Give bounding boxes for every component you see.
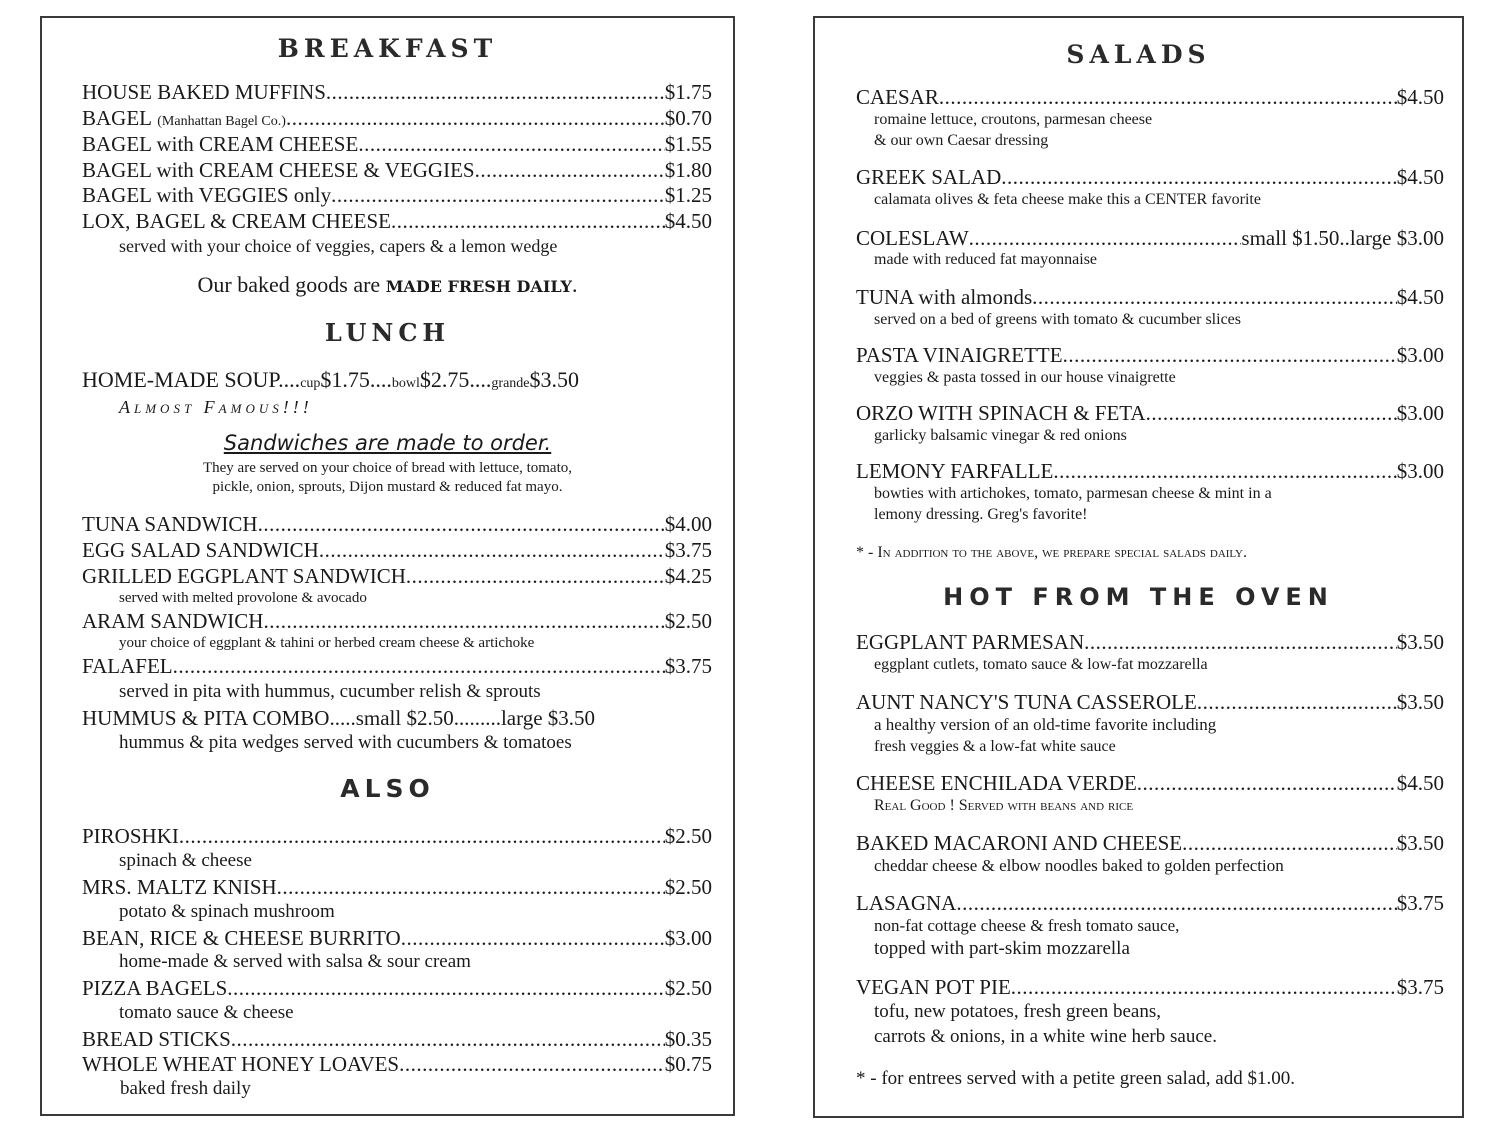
menu-item-caesar xyxy=(856,85,1444,109)
soup-grande-label: grande xyxy=(491,376,530,391)
leader-dots xyxy=(1053,459,1396,483)
item-price: $4.00 xyxy=(664,512,712,536)
leader-dots xyxy=(231,1027,665,1051)
item-price: $3.75 xyxy=(1396,891,1444,915)
item-name: BEAN, RICE & CHEESE BURRITO xyxy=(82,926,401,950)
item-name: EGG SALAD SANDWICH xyxy=(82,538,319,562)
item-name: EGGPLANT PARMESAN xyxy=(856,630,1085,654)
item-price: $3.75 xyxy=(1396,975,1444,999)
item-name: GREEK SALAD xyxy=(856,165,1002,189)
tuna-almonds-description: served on a bed of greens with tomato & cucumber slices xyxy=(874,311,1241,328)
leader-dots xyxy=(1032,285,1397,309)
item-price: $3.50 xyxy=(1396,690,1444,714)
breakfast-heading: BREAKFAST xyxy=(277,34,498,63)
leader-dots xyxy=(1063,343,1397,367)
enchilada-description: Real Good ! Served with beans and rice xyxy=(874,797,1134,814)
item-price: $1.80 xyxy=(664,158,712,182)
item-name: HOUSE BAKED MUFFINS xyxy=(82,80,326,104)
lunch-heading: LUNCH xyxy=(324,318,451,347)
leader-dots xyxy=(179,824,665,848)
item-price: small $1.50..large $3.00 xyxy=(1241,226,1444,250)
item-price: $0.75 xyxy=(664,1052,712,1076)
leader-dots xyxy=(331,183,665,207)
caesar-description-2: & our own Caesar dressing xyxy=(874,132,1049,149)
fresh-suffix: . xyxy=(571,272,578,297)
pasta-description: veggies & pasta tossed in our house vinaigrette xyxy=(874,369,1176,386)
leader-dots xyxy=(358,132,664,156)
salads-heading: SALADS xyxy=(1066,40,1211,69)
menu-item-pizza-bagels xyxy=(82,976,712,1000)
leader-dots xyxy=(1197,690,1397,714)
soup-bowl-price: $2.75.... xyxy=(419,367,492,392)
piroshki-description: spinach & cheese xyxy=(119,850,252,871)
leader-dots xyxy=(277,875,665,899)
menu-item-aram-sandwich xyxy=(82,609,712,633)
eggplant-parmesan-description: eggplant cutlets, tomato sauce & low-fat mozzarella xyxy=(874,656,1208,673)
item-price: $2.50 xyxy=(664,875,712,899)
leader-dots xyxy=(1001,165,1397,189)
item-name: PASTA VINAIGRETTE xyxy=(856,343,1063,367)
leader-dots xyxy=(969,226,1242,250)
leader-dots xyxy=(391,209,665,233)
item-name: LASAGNA xyxy=(856,891,957,915)
left-menu-panel xyxy=(40,16,735,1116)
leader-dots xyxy=(263,609,664,633)
leader-dots xyxy=(173,654,665,678)
lox-description: served with your choice of veggies, capers & a lemon wedge xyxy=(119,236,558,256)
knish-description: potato & spinach mushroom xyxy=(119,901,335,922)
item-price: $4.25 xyxy=(664,564,712,588)
item-price: $3.00 xyxy=(1396,459,1444,483)
item-price: $0.70 xyxy=(664,106,712,130)
menu-item-grilled-eggplant xyxy=(82,564,712,588)
menu-item-knish xyxy=(82,875,712,899)
fresh-daily-note xyxy=(42,272,733,298)
leader-dots xyxy=(286,106,665,130)
item-name: FALAFEL xyxy=(82,654,173,678)
pizza-bagels-description: tomato sauce & cheese xyxy=(119,1002,294,1023)
menu-item-burrito xyxy=(82,926,712,950)
item-name: PIROSHKI xyxy=(82,824,179,848)
menu-item-eggplant-parmesan xyxy=(856,630,1444,654)
pot-pie-description-1: tofu, new potatoes, fresh green beans, xyxy=(874,1001,1162,1022)
leader-dots xyxy=(1182,831,1397,855)
menu-item-bagel-cream-cheese-veggies xyxy=(82,158,712,182)
item-name: BAGEL with CREAM CHEESE & VEGGIES xyxy=(82,158,475,182)
item-price: $4.50 xyxy=(1396,165,1444,189)
macaroni-description: cheddar cheese & elbow noodles baked to golden perfection xyxy=(874,856,1284,875)
item-name: GRILLED EGGPLANT SANDWICH xyxy=(82,564,406,588)
soup-tagline: Almost Famous!!! xyxy=(119,397,313,417)
item-price: $2.50 xyxy=(664,609,712,633)
menu-item-bagel xyxy=(82,106,712,134)
item-name: PIZZA BAGELS xyxy=(82,976,228,1000)
fresh-bold: MADE FRESH DAILY xyxy=(385,277,572,296)
item-price: $3.75 xyxy=(664,654,712,678)
item-price: $2.50 xyxy=(664,824,712,848)
item-price: $4.50 xyxy=(1396,85,1444,109)
item-name: BAGEL with CREAM CHEESE xyxy=(82,132,359,156)
item-name: CAESAR xyxy=(856,85,939,109)
menu-item-tuna-casserole xyxy=(856,690,1444,714)
fresh-prefix: Our baked goods are xyxy=(197,272,386,297)
item-price: $4.50 xyxy=(1396,285,1444,309)
falafel-description: served in pita with hummus, cucumber relish & sprouts xyxy=(119,681,541,702)
hummus-large: large $3.50 xyxy=(500,706,596,730)
item-name: LOX, BAGEL & CREAM CHEESE xyxy=(82,209,391,233)
also-heading: ALSO xyxy=(340,774,435,803)
hummus-small: small $2.50......... xyxy=(355,706,501,730)
lasagna-description-2: topped with part-skim mozzarella xyxy=(874,938,1130,959)
soup-name: HOME-MADE SOUP.... xyxy=(82,367,301,392)
item-name: BAGEL xyxy=(82,106,152,130)
item-price: $1.75 xyxy=(664,80,712,104)
hummus-description: hummus & pita wedges served with cucumbers & tomatoes xyxy=(119,732,572,753)
item-name: WHOLE WHEAT HONEY LOAVES xyxy=(82,1052,400,1076)
eggplant-description: served with melted provolone & avocado xyxy=(119,590,367,606)
tuna-casserole-description-1: a healthy version of an old-time favorite including xyxy=(874,715,1217,734)
menu-item-lemony-farfalle xyxy=(856,459,1444,483)
menu-item-bagel-veggies xyxy=(82,183,712,207)
greek-description: calamata olives & feta cheese make this a CENTER favorite xyxy=(874,191,1261,208)
item-name: MRS. MALTZ KNISH xyxy=(82,875,277,899)
item-price: $3.00 xyxy=(664,926,712,950)
menu-item-egg-salad-sandwich xyxy=(82,538,712,562)
pot-pie-description-2: carrots & onions, in a white wine herb sauce. xyxy=(874,1026,1217,1047)
sandwich-title: Sandwiches are made to order. xyxy=(223,431,552,455)
item-name: TUNA SANDWICH xyxy=(82,512,258,536)
tuna-casserole-description-2: fresh veggies & a low-fat white sauce xyxy=(874,738,1116,755)
menu-item-lox-bagel xyxy=(82,209,712,233)
orzo-description: garlicky balsamic vinegar & red onions xyxy=(874,427,1127,444)
item-price: $3.75 xyxy=(664,538,712,562)
item-name: BREAD STICKS xyxy=(82,1027,231,1051)
soup-bowl-label: bowl xyxy=(391,376,420,391)
farfalle-description-1: bowties with artichokes, tomato, parmesan cheese & mint in a xyxy=(874,485,1272,502)
item-price: $0.35 xyxy=(664,1027,712,1051)
leader-dots xyxy=(326,80,665,104)
menu-item-macaroni-cheese xyxy=(856,831,1444,855)
item-name: CHEESE ENCHILADA VERDE xyxy=(856,771,1137,795)
hot-from-the-oven-heading: HOT FROM THE OVEN xyxy=(943,583,1334,611)
item-name: BAGEL with VEGGIES only xyxy=(82,183,332,207)
leader-dots xyxy=(319,538,665,562)
item-price: $1.55 xyxy=(664,132,712,156)
menu-item-bread-sticks xyxy=(82,1027,712,1051)
menu-item-bagel-cream-cheese xyxy=(82,132,712,156)
leader-dots xyxy=(956,891,1396,915)
menu-item-tuna-sandwich xyxy=(82,512,712,536)
farfalle-description-2: lemony dressing. Greg's favorite! xyxy=(874,506,1088,523)
menu-item-coleslaw xyxy=(856,226,1444,250)
menu-item-falafel xyxy=(82,654,712,678)
menu-item-hummus-pita xyxy=(82,706,722,730)
leader-dots xyxy=(406,564,665,588)
soup-cup-price: $1.75.... xyxy=(320,367,392,392)
menu-item-lasagna xyxy=(856,891,1444,915)
leader-dots xyxy=(258,512,665,536)
menu-item-piroshki xyxy=(82,824,712,848)
item-name: COLESLAW xyxy=(856,226,969,250)
right-menu-panel xyxy=(813,16,1464,1118)
menu-item-honey-loaves xyxy=(82,1052,712,1076)
menu-item-soup xyxy=(82,368,722,396)
item-name: LEMONY FARFALLE xyxy=(856,459,1054,483)
coleslaw-description: made with reduced fat mayonnaise xyxy=(874,251,1098,268)
soup-grande-price: $3.50 xyxy=(529,367,579,392)
item-name: VEGAN POT PIE xyxy=(856,975,1011,999)
lasagna-description-1: non-fat cottage cheese & fresh tomato sauce, xyxy=(874,916,1180,935)
item-price: $1.25 xyxy=(664,183,712,207)
item-price: $3.00 xyxy=(1396,401,1444,425)
leader-dots xyxy=(1146,401,1397,425)
item-price: $3.00 xyxy=(1396,343,1444,367)
item-name: TUNA with almonds xyxy=(856,285,1033,309)
item-name: ORZO WITH SPINACH & FETA xyxy=(856,401,1146,425)
menu-item-pasta-vinaigrette xyxy=(856,343,1444,367)
leader-dots xyxy=(401,926,665,950)
menu-item-orzo xyxy=(856,401,1444,425)
leader-dots xyxy=(1137,771,1397,795)
soup-cup-label: cup xyxy=(300,376,321,391)
caesar-description-1: romaine lettuce, croutons, parmesan cheese xyxy=(874,111,1153,128)
leader-dots xyxy=(1084,630,1397,654)
leader-dots xyxy=(1011,975,1397,999)
menu-item-enchilada-verde xyxy=(856,771,1444,795)
item-price: $4.50 xyxy=(664,209,712,233)
menu-item-greek-salad xyxy=(856,165,1444,189)
hummus-name: HUMMUS & PITA COMBO..... xyxy=(82,706,356,730)
item-price: $2.50 xyxy=(664,976,712,1000)
item-price: $3.50 xyxy=(1396,831,1444,855)
item-price: $4.50 xyxy=(1396,771,1444,795)
menu-item-vegan-pot-pie xyxy=(856,975,1444,999)
honey-loaves-description: baked fresh daily xyxy=(120,1078,251,1099)
leader-dots xyxy=(939,85,1397,109)
menu-item-tuna-almonds xyxy=(856,285,1444,309)
item-price: $3.50 xyxy=(1396,630,1444,654)
entree-salad-note: * - for entrees served with a petite green salad, add $1.00. xyxy=(856,1068,1295,1089)
item-name: ARAM SANDWICH xyxy=(82,609,264,633)
sandwich-note-line-1: They are served on your choice of bread with lettuce, tomato, xyxy=(202,460,573,476)
item-name: BAKED MACARONI AND CHEESE xyxy=(856,831,1183,855)
sandwich-note-line-2: pickle, onion, sprouts, Dijon mustard & reduced fat mayo. xyxy=(212,479,563,495)
menu-item-house-baked-muffins xyxy=(82,80,712,104)
item-note: (Manhattan Bagel Co.) xyxy=(157,114,286,129)
aram-description: your choice of eggplant & tahini or herbed cream cheese & artichoke xyxy=(119,635,535,651)
item-name: AUNT NANCY'S TUNA CASSEROLE xyxy=(856,690,1197,714)
salads-daily-note: * - In addition to the above, we prepare special salads daily. xyxy=(856,544,1247,561)
leader-dots xyxy=(399,1052,665,1076)
leader-dots xyxy=(227,976,664,1000)
leader-dots xyxy=(475,158,665,182)
burrito-description: home-made & served with salsa & sour cream xyxy=(119,951,471,972)
